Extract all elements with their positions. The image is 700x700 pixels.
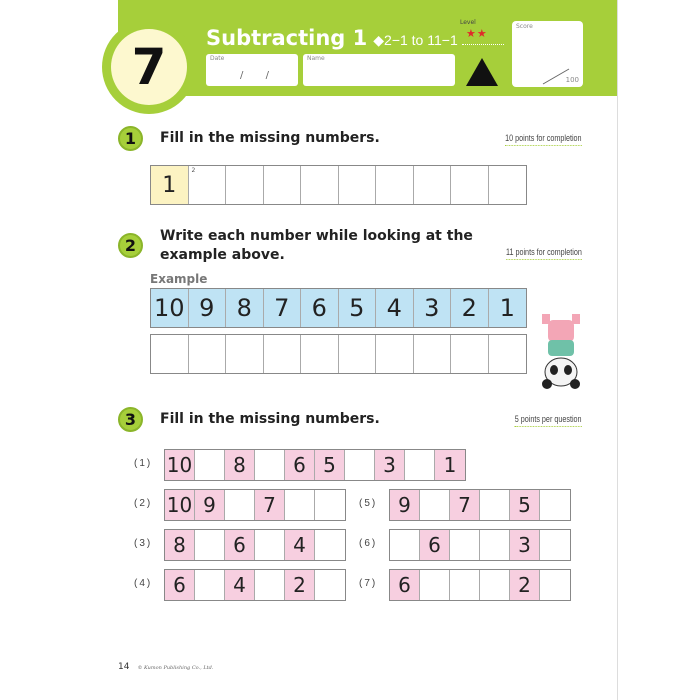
given-cell: 6 bbox=[390, 570, 420, 600]
answer-cell[interactable] bbox=[480, 490, 510, 520]
given-cell: 1 bbox=[435, 450, 465, 480]
given-cell: 4 bbox=[225, 570, 255, 600]
given-cell: 7 bbox=[450, 490, 480, 520]
unit-number: 7 bbox=[111, 29, 187, 105]
answer-cell[interactable] bbox=[489, 166, 527, 204]
answer-cell[interactable] bbox=[376, 166, 414, 204]
problem-row bbox=[164, 449, 466, 481]
question-2-points: 11 points for completion bbox=[506, 247, 582, 260]
given-cell: 8 bbox=[165, 530, 195, 560]
answer-cell[interactable] bbox=[414, 166, 452, 204]
date-label: Date bbox=[210, 55, 225, 62]
example-cell: 3 bbox=[414, 289, 452, 327]
given-cell: 2 bbox=[510, 570, 540, 600]
answer-cell[interactable] bbox=[264, 166, 302, 204]
answer-cell[interactable] bbox=[339, 335, 377, 373]
page-title bbox=[206, 26, 458, 50]
example-cell: 10 bbox=[151, 289, 189, 327]
level-label: Level bbox=[460, 19, 476, 26]
answer-cell[interactable] bbox=[420, 490, 450, 520]
problem-label: (3) bbox=[134, 538, 153, 549]
problem-label: (6) bbox=[359, 538, 378, 549]
answer-cell[interactable] bbox=[451, 166, 489, 204]
question-1-points: 10 points for completion bbox=[506, 133, 582, 146]
given-cell: 6 bbox=[225, 530, 255, 560]
answer-cell[interactable] bbox=[405, 450, 435, 480]
footer bbox=[118, 662, 213, 672]
question-1-cells bbox=[150, 165, 527, 205]
date-separators: / / bbox=[240, 70, 269, 81]
score-box[interactable] bbox=[512, 21, 583, 87]
problem-label: (5) bbox=[359, 498, 378, 509]
answer-cell[interactable] bbox=[420, 570, 450, 600]
example-cell: 5 bbox=[339, 289, 377, 327]
problem-row bbox=[389, 529, 571, 561]
date-field[interactable] bbox=[206, 54, 298, 86]
given-cell: 3 bbox=[375, 450, 405, 480]
problem-label: (2) bbox=[134, 498, 153, 509]
given-cell: 6 bbox=[420, 530, 450, 560]
answer-cell[interactable] bbox=[451, 335, 489, 373]
answer-cell[interactable] bbox=[315, 570, 345, 600]
answer-cell[interactable] bbox=[195, 450, 225, 480]
problem-label: (4) bbox=[134, 578, 153, 589]
example-cell: 9 bbox=[189, 289, 227, 327]
answer-cell[interactable] bbox=[345, 450, 375, 480]
practice-cells bbox=[150, 334, 527, 374]
answer-cell[interactable] bbox=[315, 530, 345, 560]
question-1-number: 1 bbox=[118, 126, 143, 151]
given-cell: 8 bbox=[225, 450, 255, 480]
page-number: 14 bbox=[118, 662, 130, 672]
question-1-text: Fill in the missing numbers. bbox=[160, 130, 380, 146]
example-label: Example bbox=[150, 272, 208, 286]
answer-cell[interactable] bbox=[450, 570, 480, 600]
page-edge bbox=[617, 0, 618, 700]
example-cell: 6 bbox=[301, 289, 339, 327]
level-stars-icon: ★★ bbox=[466, 27, 488, 40]
given-cell: 5 bbox=[315, 450, 345, 480]
triangle-mascot-icon bbox=[466, 58, 498, 86]
question-2-text: Write each number while looking at the example above. bbox=[160, 228, 473, 263]
given-cell: 1 bbox=[151, 166, 189, 204]
answer-cell[interactable] bbox=[376, 335, 414, 373]
question-3-text: Fill in the missing numbers. bbox=[160, 411, 380, 427]
answer-cell[interactable] bbox=[301, 166, 339, 204]
given-cell: 5 bbox=[510, 490, 540, 520]
problem-row bbox=[164, 529, 346, 561]
given-cell: 6 bbox=[165, 570, 195, 600]
example-cell: 8 bbox=[226, 289, 264, 327]
title-range: ◆2−1 to 11−1 bbox=[373, 32, 458, 48]
problem-row bbox=[389, 569, 571, 601]
answer-cell[interactable] bbox=[151, 335, 189, 373]
example-cell: 2 bbox=[451, 289, 489, 327]
level-divider bbox=[462, 44, 504, 45]
question-3-points: 5 points per question bbox=[515, 414, 582, 427]
answer-cell[interactable] bbox=[540, 570, 570, 600]
question-3-number: 3 bbox=[118, 407, 143, 432]
given-cell: 10 bbox=[165, 490, 195, 520]
example-cells bbox=[150, 288, 527, 328]
answer-cell[interactable] bbox=[189, 166, 227, 204]
answer-cell[interactable] bbox=[540, 530, 570, 560]
name-field[interactable] bbox=[303, 54, 455, 86]
answer-cell[interactable] bbox=[480, 570, 510, 600]
answer-cell[interactable] bbox=[390, 530, 420, 560]
given-cell: 9 bbox=[195, 490, 225, 520]
answer-cell[interactable] bbox=[315, 490, 345, 520]
question-2-number: 2 bbox=[118, 233, 143, 258]
given-cell: 10 bbox=[165, 450, 195, 480]
panda-illustration bbox=[538, 312, 588, 392]
answer-cell[interactable] bbox=[414, 335, 452, 373]
answer-cell[interactable] bbox=[255, 570, 285, 600]
answer-cell[interactable] bbox=[189, 335, 227, 373]
given-cell: 9 bbox=[390, 490, 420, 520]
given-cell: 6 bbox=[285, 450, 315, 480]
answer-cell[interactable] bbox=[264, 335, 302, 373]
given-cell: 4 bbox=[285, 530, 315, 560]
answer-cell[interactable] bbox=[480, 530, 510, 560]
problem-row bbox=[164, 569, 346, 601]
title-text: Subtracting 1 bbox=[206, 26, 368, 50]
answer-cell[interactable] bbox=[255, 450, 285, 480]
answer-cell[interactable] bbox=[225, 490, 255, 520]
answer-cell[interactable] bbox=[255, 530, 285, 560]
answer-cell[interactable] bbox=[301, 335, 339, 373]
problem-row bbox=[164, 489, 346, 521]
hint-number: 2 bbox=[191, 167, 196, 174]
problem-label: (1) bbox=[134, 458, 153, 469]
answer-cell[interactable] bbox=[285, 490, 315, 520]
score-max: 100 bbox=[565, 76, 579, 84]
answer-cell[interactable] bbox=[195, 530, 225, 560]
answer-cell[interactable] bbox=[540, 490, 570, 520]
example-cell: 4 bbox=[376, 289, 414, 327]
given-cell: 3 bbox=[510, 530, 540, 560]
answer-cell[interactable] bbox=[195, 570, 225, 600]
answer-cell[interactable] bbox=[489, 335, 527, 373]
problem-label: (7) bbox=[359, 578, 378, 589]
unit-badge bbox=[102, 20, 196, 114]
answer-cell[interactable] bbox=[226, 166, 264, 204]
given-cell: 2 bbox=[285, 570, 315, 600]
copyright: © Kumon Publishing Co., Ltd. bbox=[137, 665, 214, 671]
name-label: Name bbox=[307, 55, 325, 62]
answer-cell[interactable] bbox=[226, 335, 264, 373]
given-cell: 7 bbox=[255, 490, 285, 520]
example-cell: 1 bbox=[489, 289, 527, 327]
problem-row bbox=[389, 489, 571, 521]
answer-cell[interactable] bbox=[339, 166, 377, 204]
answer-cell[interactable] bbox=[450, 530, 480, 560]
example-cell: 7 bbox=[264, 289, 302, 327]
score-label: Score bbox=[516, 23, 533, 30]
